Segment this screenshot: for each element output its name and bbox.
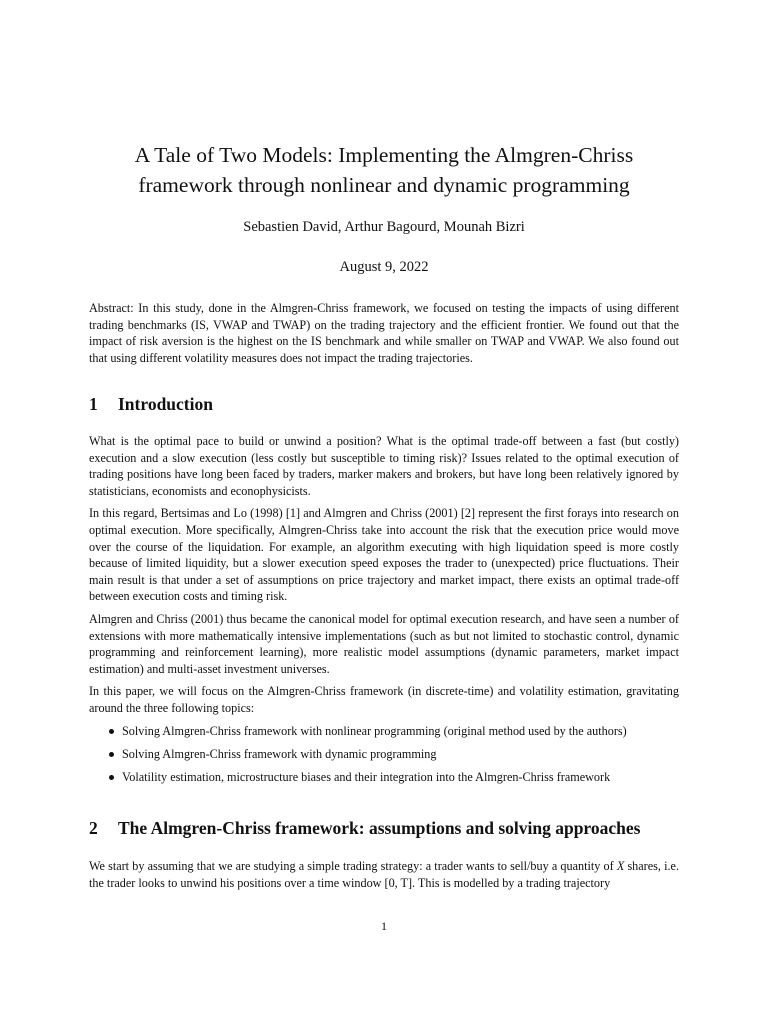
math-variable: X xyxy=(616,859,625,873)
list-item xyxy=(89,723,679,740)
list-item-text: Solving Almgren-Chriss framework with nonlinear programming (original method used by the authors) xyxy=(122,724,627,738)
author-list: Sebastien David, Arthur Bagourd, Mounah Bizri xyxy=(243,219,525,235)
paragraph-text: . This is modelled by a trading trajectory xyxy=(412,875,611,890)
paragraph-text: We start by assuming that we are studying a simple trading strategy: a trader wants to sell/buy a quantity of xyxy=(89,859,614,873)
paragraph xyxy=(89,858,679,891)
paragraph: In this regard, Bertsimas and Lo (1998) [1] and Almgren and Chriss (2001) [2] represent the first forays into research on optimal execution. More specifically, Almgren-Chriss take into account the risk that the execution price would move over the course of the liquidation. For example, an algorithm executing with high liquidation speed is more costly because of limited liquidity, but a slower execution speed exposes the trader to (unexpected) price fluctuations. Their main result is that under a set of assumptions on price trajectory and market impact, there exists an optimal trade-off between execution costs and timing risk. xyxy=(89,506,679,604)
list-item-text: Volatility estimation, microstructure biases and their integration into the Almgren-Chriss framework xyxy=(122,770,611,785)
bullet-icon xyxy=(109,729,114,734)
section-heading-introduction xyxy=(89,393,689,415)
paper-title-line-1: A Tale of Two Models: Implementing the Almgren-Chriss xyxy=(134,143,634,167)
paragraph: What is the optimal pace to build or unwind a position? What is the optimal trade-off between a fast (but costly) execution and a slow execution (less costly but susceptible to timing risk)? Issues related to the optimal execution of trading positions have long been faced by traders, marker makers and brokers, but have long been relatively ignored by statisticians, economists and econophysicists. xyxy=(89,434,679,498)
bullet-icon xyxy=(109,752,114,757)
paper-title-line-2: framework through nonlinear and dynamic programming xyxy=(138,173,630,197)
abstract: Abstract: In this study, done in the Almgren-Chriss framework, we focused on testing the impacts of using different trading benchmarks (IS, VWAP and TWAP) on the trading trajectory and the efficient frontier. We found out that the impact of risk aversion is the highest on the IS benchmark and while smaller on TWAP and VWAP. We also found out that using different volatility measures does not impact the trading trajectories. xyxy=(89,301,679,365)
list-item xyxy=(89,746,679,763)
section-number: 2 xyxy=(89,818,98,838)
list-item-text: Solving Almgren-Chriss framework with dynamic programming xyxy=(122,747,437,762)
section-heading-framework xyxy=(89,817,689,839)
paragraph: In this paper, we will focus on the Almgren-Chriss framework (in discrete-time) and volatility estimation, gravitating around the three following topics: xyxy=(89,684,679,715)
section-number: 1 xyxy=(89,394,98,414)
list-item xyxy=(89,769,679,786)
introduction-body xyxy=(89,433,679,723)
page-number: 1 xyxy=(381,919,387,933)
publication-date: August 9, 2022 xyxy=(339,259,429,275)
topic-list xyxy=(89,723,679,793)
framework-body xyxy=(89,858,679,897)
section-title: Introduction xyxy=(118,394,213,414)
section-title: The Almgren-Chriss framework: assumptions and solving approaches xyxy=(118,818,641,838)
paragraph-text: shares, i.e. the trader looks to unwind his positions over a time window xyxy=(89,859,679,890)
paragraph: Almgren and Chriss (2001) thus became the canonical model for optimal execution research, and have seen a number of extensions with more mathematically intensive implementations (such as but not limited to stochastic control, dynamic programming and reinforcement learning), more realistic model assumptions (dynamic parameters, market impact estimation) and multi-asset investment universes. xyxy=(89,611,679,676)
paper-title xyxy=(60,140,708,200)
bullet-icon xyxy=(109,775,114,780)
math-interval: [0, T] xyxy=(384,875,413,890)
